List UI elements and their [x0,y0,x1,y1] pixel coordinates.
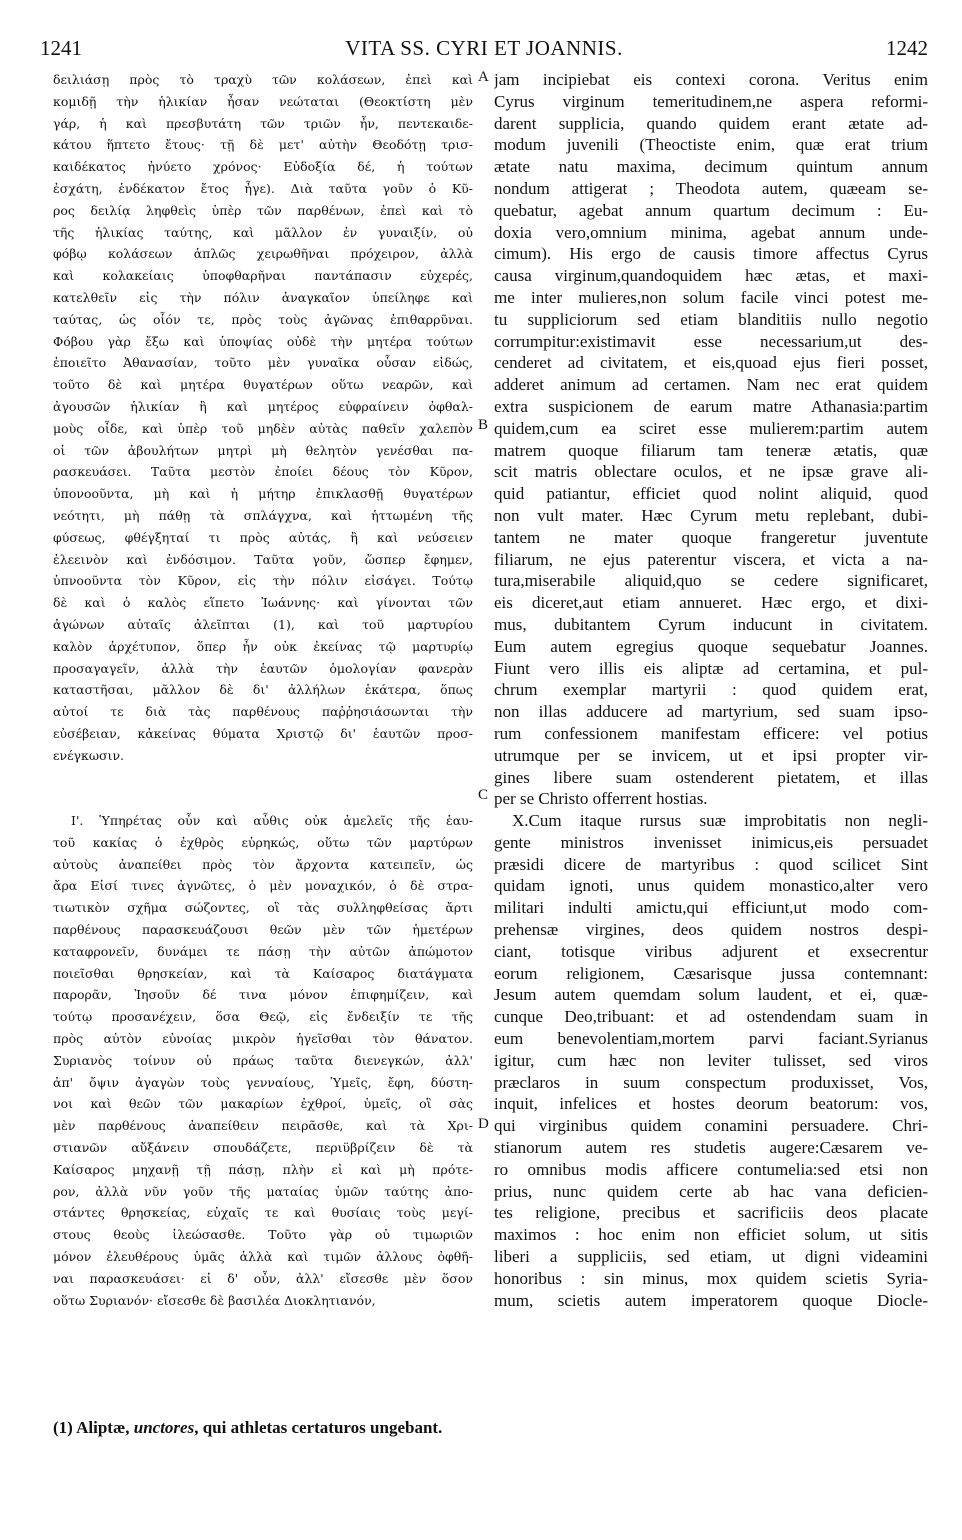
latin-text-line: ciant, totisque viribus adjurent et exsecrentur [494,941,928,961]
page-number-right: 1242 [886,36,928,60]
latin-text-line: eis diceret,aut etiam annueret. Hæc ergo, et dixi- [494,593,928,613]
greek-text-line: ἄρα Εἰσί τινες ἀγνῶτες, ὁ μὲν μοναχικόν, ὁ δὲ στρα- [53,878,473,894]
latin-text-line: Jesum autem quemdam solum laudent, et ei, quæ- [494,985,928,1005]
greek-text-line: καταστῆσαι, μᾶλλον δὲ δι' ἀλλήλων ἑκάτερα, ὅπως [53,682,473,698]
latin-text-line: maximos : hoc enim non efficiet solum, ut sitis [494,1225,928,1245]
latin-text-line: doxia vero,omnium minima, agebat annum unde- [494,222,928,242]
greek-text-line: ὑπονοοῦντα, μὴ καὶ ἡ μήτηρ ἐπικλασθῇ θυγατέρων [53,486,473,502]
greek-text-line: καιδέκατος ἠνύετο χρόνος· Εὐδοξία δέ, ἡ τούτων [53,159,473,175]
latin-text-line: præsidi dicere de martyribus : quod scilicet Sint [494,854,928,874]
latin-column [494,69,928,1311]
latin-text-line: tura,miserabile aliquid,quo se cedere significaret, [494,571,928,591]
greek-text-line: στάντες θρησκείας, εὐχαῖς τε καὶ θυσίαις τοὺς μεγί- [53,1205,473,1221]
greek-text-line: ὑπνοοῦντα τὸν Κῦρον, εἰς τὴν πόλιν εἰσάγει. Τούτῳ [53,573,473,589]
latin-text-line: scit matris oblectare oculos, et ne ipsæ grave ali- [494,462,928,482]
latin-text-line: nondum attigerat ; Theodota autem, quæeam se- [494,178,928,198]
latin-text-line: inquit, infelices et hostes deorum beatorum: vos, [494,1094,928,1114]
greek-text-line: νοι καὶ θεῶν τῶν μακαρίων ἐχθροί, ὑμεῖς, οἳ σὰς [53,1096,473,1112]
greek-text-gap [53,788,473,810]
latin-text-line: non vult mater. Hæc Cyrum metu replebant, dubi- [494,505,928,525]
latin-text-line: cenderet ad civitatem, et eis,quoad ejus fieri posset, [494,353,928,373]
greek-text-line: οἱ τῶν ἀβουλήτων μητρὶ μὴ θελητὸν γενέσθαι πα- [53,442,473,458]
latin-text-line: Eum autem egregius quoque sequebatur Joannes. [494,636,928,656]
margin-marker-c: C [478,787,489,803]
margin-marker-b: B [478,417,489,433]
greek-text-line: ρον, ἀλλὰ νῦν γοῦν τῆς ματαίας ὑμῶν ταύτης ἀπο- [53,1183,473,1199]
latin-text-line: rum confessionem manifestam efficere: vel potius [494,723,928,743]
greek-text-line: ταύτας, ὡς οἷόν τε, πρὸς τοὺς ἀγῶνας ἐπιθαρρῦναι. [53,311,473,327]
greek-text-line: καλὸν ἀρχέτυπον, ὅπερ ἦν οὐκ ἐκείνας τῷ μαρτυρίῳ [53,638,473,654]
greek-text-line: κάτου ἥπτετο ἔτους· τῇ δὲ μετ' αὐτὴν Θεοδότῃ τρισ- [53,137,473,153]
greek-text-line: αὐτοὺς ἀναπείθει πρὸς τὸν ἄρχοντα κατειπεῖν, ὡς [53,856,473,872]
latin-text-line: chrum exemplar martyrii : quod quidem erat, [494,680,928,700]
margin-marker-d: D [478,1116,489,1132]
greek-text-line: φόβῳ κολάσεων ἁπλῶς χειρωθῆναι πρόχειρον, ἀλλὰ [53,246,473,262]
latin-text-line: me inter mulieres,non solum facile vinci potest me- [494,287,928,307]
latin-text-line: tantem ne mater quoque frangeretur juventute [494,527,928,547]
greek-text-line: παρθένους παρασκευάζουσι θεῶν μὲν τῶν ἡμετέρων [53,922,473,938]
greek-text-line: ρασκευάσει. Ταῦτα μεστὸν ἐποίει δέους τὸν Κῦρον, [53,464,473,480]
latin-text-line: gente ministros invenisset inimicus,eis persuadet [494,832,928,852]
latin-text-line: liberi a suppliciis, sed etiam, ut digni videamini [494,1247,928,1267]
greek-text-line: ἀγώνων αὐταῖς ἀλεῖπται (1), καὶ τοῦ μαρτυρίου [53,616,473,632]
greek-text-line: ρος δειλίᾳ ληφθεὶς ὑπὲρ τῶν παρθένων, ἐπεὶ καὶ τὸ [53,202,473,218]
greek-text-line: οὕτω Συριανόν· εἴσεσθε δὲ βασιλέα Διοκλητιανόν, [53,1292,376,1308]
greek-text-line: τοῦ κακίας ὁ ἐχθρὸς εὑρηκώς, οὕτω τῶν μαρτύρων [53,834,473,850]
latin-text-line: Fiunt vero illis eis aliptæ ad certamina, et pul- [494,658,928,678]
latin-text-line: ætate natu maxima, decimum quintum annum [494,157,928,177]
greek-text-line: καταφρονεῖν, δυνάμει τε πάσῃ τὴν αὐτῶν ἀπώμοτον [53,943,473,959]
latin-text-line: cimum). His ergo de causis timore affectus Cyrus [494,244,928,264]
latin-text-line: igitur, cum hæc non leviter tulisset, sed viros [494,1050,928,1070]
greek-text-line: νεότητι, μὴ πάθῃ τὰ σπλάγχνα, καὶ ἡττωμένη τῆς [53,507,473,523]
latin-text-line: honoribus : sin minus, mox quidem scietis Syria- [494,1268,928,1288]
latin-text-line: quidam ignoti, unus quidem monasticо,alter vero [494,876,928,896]
greek-text-line: ενέγκωσιν. [53,747,125,763]
greek-text-line: καὶ κολακείαις ὑποφθαρῆναι παντάπασιν εὐχερές, [53,268,473,284]
latin-text-line: stianorum autem res studetis augere:Cæsarem ve- [494,1138,928,1158]
greek-text-line: παρορᾶν, Ἰησοῦν δέ τινα μόνον ἐπιφημίζειν, καὶ [53,987,473,1003]
greek-text-line: τούτῳ προσανέχειν, ὅσα Θεῷ, εἰς ἔνδειξίν τε τῆς [53,1009,473,1025]
latin-text-line: tes religione, precibus et sacrificiis deos placate [494,1203,928,1223]
latin-text-line: jam incipiebat eis contexi corona. Veritus enim [494,70,928,89]
latin-text-line: utrumque per se invicem, ut et ipsi propter vir- [494,745,928,765]
greek-text-line: πρὸς αὐτὸν εὐνοίας μικρὸν ἡγεῖσθαι τὸν θάνατον. [53,1031,473,1047]
latin-text-line: ro omnibus modis afficere contumelia:sed etsi non [494,1159,928,1179]
footnote [53,1418,913,1438]
greek-column [53,69,473,1311]
latin-text-line: præclaros in suum conspectum produxisset, Vos, [494,1072,928,1092]
latin-text-line: quidem,cum ea sciret esse mulierem:partim autem [494,418,928,438]
latin-text-line: corrumpitur:existimavit esse necessarium,ut des- [494,331,928,351]
latin-text-line: matrem quoque filiarum tam teneræ ætatis, quæ [494,440,928,460]
latin-text-line: causa virginum,quandoquidem hæc ætas, et maxi- [494,266,928,286]
latin-text-line: adderet animum ad certamen. Nam nec erat quidem [494,375,928,395]
footnote-italic: unctores [133,1418,195,1437]
greek-text-line: φύσεως, φθέγξηταί τι πρὸς αὐτάς, ἢ καὶ νεύσειεν [53,529,473,545]
greek-text-line: κατελθεῖν εἰς τὴν πόλιν ἀναγκαῖον ὑπείληφε καὶ [53,289,473,305]
latin-text-line: gines libere suam ostenderent pietatem, et illas [494,767,928,787]
greek-text-line: Καίσαρος μηχανῇ τῇ πάσῃ, πλὴν εἰ καὶ μὴ πρότε- [53,1161,473,1177]
greek-text-line: γάρ, ἡ καὶ πρεσβυτάτη τῶν τριῶν ἦν, πεντεκαιδε- [53,115,473,131]
greek-text-line: ἐλεεινὸν καὶ ἐνδόσιμον. Ταῦτα γοῦν, ὥσπερ ἔφημεν, [53,551,473,567]
greek-text-line: δὲ καὶ ὁ καλὸς εἵπετο Ἰωάννης· καὶ γίνονται τῶν [53,595,473,611]
running-title: VITA SS. CYRI ET JOANNIS. [345,36,623,60]
latin-text-line: cunque Deo,tribuant: et ad ostendendam suam in [494,1007,928,1027]
latin-text-line: extra suspicionem de earum matre Athanasia:partim [494,396,928,416]
latin-text-line: prehensæ virgines, deos quidem nostros despi- [494,920,928,940]
greek-text-line: ἀγουσῶν ἡλικίαν ἢ καὶ μητέρος εὐφραίνειν ὀφθαλ- [53,398,473,414]
greek-text-line: Συριανὸς τοίνυν οὐ πράως ταῦτα διενεγκών, ἀλλ' [53,1052,473,1068]
latin-text-line: darent supplicia, quando quidem erant ætate ad- [494,113,928,133]
greek-text-line: τιωτικὸν σχῆμα σώζοντες, οἳ τὰς συλληφθείσας ἄρτι [53,900,473,916]
greek-text-line: ἐποιεῖτο Ἀθανασίαν, τοῦτο μὲν γυναῖκα οὖσαν εἰδώς, [53,355,473,371]
greek-text-line: μοὺς οἶδε, καὶ ὑπὲρ τοῦ μηδὲν αὐτὰς παθεῖν χαλεπὸν [53,420,473,436]
greek-text-line: κομιδῇ τὴν ἡλικίαν ἦσαν νεώταται (Θεοκτίστη μὲν [53,93,473,109]
greek-text-line: τῆς ἡλικίας ταύτης, καὶ μᾶλλον ἐν γυναιξίν, οὐ [53,224,473,240]
latin-text-line: mum, scietis autem imperatorem quoque Diocle- [494,1290,928,1310]
latin-text-line: modum juvenili (Theoctiste enim, quæ erat trium [494,135,928,155]
greek-text-line: ἐσχάτη, ἑνδέκατον ἔτος ἦγε). Διὰ ταῦτα γοῦν ὁ Κῦ- [53,180,473,196]
latin-text-line: eorum religionem, Cæsarisque jussa contemnant: [494,963,928,983]
greek-text-line: Φόβου γὰρ ἔξω καὶ ὑποψίας οὐδὲ τὴν μητέρα τούτων [53,333,473,349]
greek-text-line: μόνον ἐλευθέρους ὑμᾶς ἀλλὰ καὶ τιμῶν ἀλλους ὀφθῆ- [53,1249,473,1265]
greek-text-line: ναι παρασκευάσει· εἰ δ' οὖν, ἀλλ' εἴσεσθε μὲν ὅσον [53,1270,473,1286]
latin-text-line: Cyrus virginum temeritudinem,ne aspera reformi- [494,91,928,111]
latin-text-line: filiarum, ne ejus paterentur viscera, et victa a na- [494,549,928,569]
latin-text-line: non illas adducere ad martyrium, sed suam ipso- [494,702,928,722]
latin-text-line: prius, nunc quidem certe ab hac vana deficien- [494,1181,928,1201]
latin-text-line: qui virginibus quidem conamini persuadere. Chri- [494,1116,928,1136]
greek-text-line: στιανῶν αὔξάνειν σπουδάζετε, περιϋβρίζειν δὲ τὰ [53,1140,473,1156]
greek-text-line: εὐσέβειαν, κἀκείνας θύματα Χριστῷ δι' ἑαυτῶν προσ- [53,725,473,741]
footnote-suffix: , qui athletas certaturos ungebant. [194,1418,443,1437]
greek-text-line: ποιεῖσθαι θρησκείαν, καὶ τὰ Καίσαρος διατάγματα [53,965,473,981]
latin-text-line: militari indulti amictu,qui efficiunt,ut modo com- [494,898,928,918]
margin-marker-a: A [478,69,489,85]
page-number-left: 1241 [40,36,82,60]
greek-text-line: μὲν παρθένους ἀναπείθειν πειρᾶσθε, καὶ τὰ Χρι- [53,1118,473,1134]
greek-text-line: αὐτοί τε διὰ τὰς παρθένους παῤῥησιάσωνται τὴν [53,704,473,720]
latin-text-line: quebatur, agebat annum quartum decimum : Eu- [494,200,928,220]
greek-text-line: ἀπ' ὄψιν ἀγαγὼν τοὺς γενναίους, Ὑμεῖς, ἔφη, δύστη- [53,1074,473,1090]
greek-text-line: προσαγαγεῖν, ἀλλὰ τὴν ἑαυτῶν ὁμολογίαν φανερὰν [53,660,473,676]
greek-text-line: στους θεοὺς ἱλεώσασθε. Τοῦτο γὰρ οὐ τιμωριῶν [53,1227,473,1243]
latin-text-line: X.Cum itaque rursus suæ improbitatis non negli- [512,811,928,831]
greek-text-line: Ι'. Ὑπηρέτας οὖν καὶ αὖθις οὐκ ἀμελεῖς τῆς ἑαυ- [71,813,473,829]
greek-text-line: τοῦτο δὲ καὶ μητέρα θυγατέρων οὕτω νεαρῶν, καὶ [53,377,473,393]
latin-text-line: mus, dubitantem Cyrum inducunt in civitatem. [494,614,928,634]
page-header [40,36,928,66]
latin-text-line: per se Christo offerrent hostias. [494,789,708,809]
latin-text-line: quid patiantur, efficiet quod nolint aliquid, quod [494,484,928,504]
latin-text-line: tu suppliciorum sed etiam blanditiis nullo negotio [494,309,928,329]
greek-text-gap [53,767,473,789]
latin-text-line: eum benevolentiam,mortem parvi faciant.Syrianus [494,1029,928,1049]
footnote-prefix: (1) Aliptæ, [53,1418,134,1437]
greek-text-line: δειλιάσῃ πρὸς τὸ τραχὺ τῶν κολάσεων, ἐπεὶ καὶ [53,72,473,87]
